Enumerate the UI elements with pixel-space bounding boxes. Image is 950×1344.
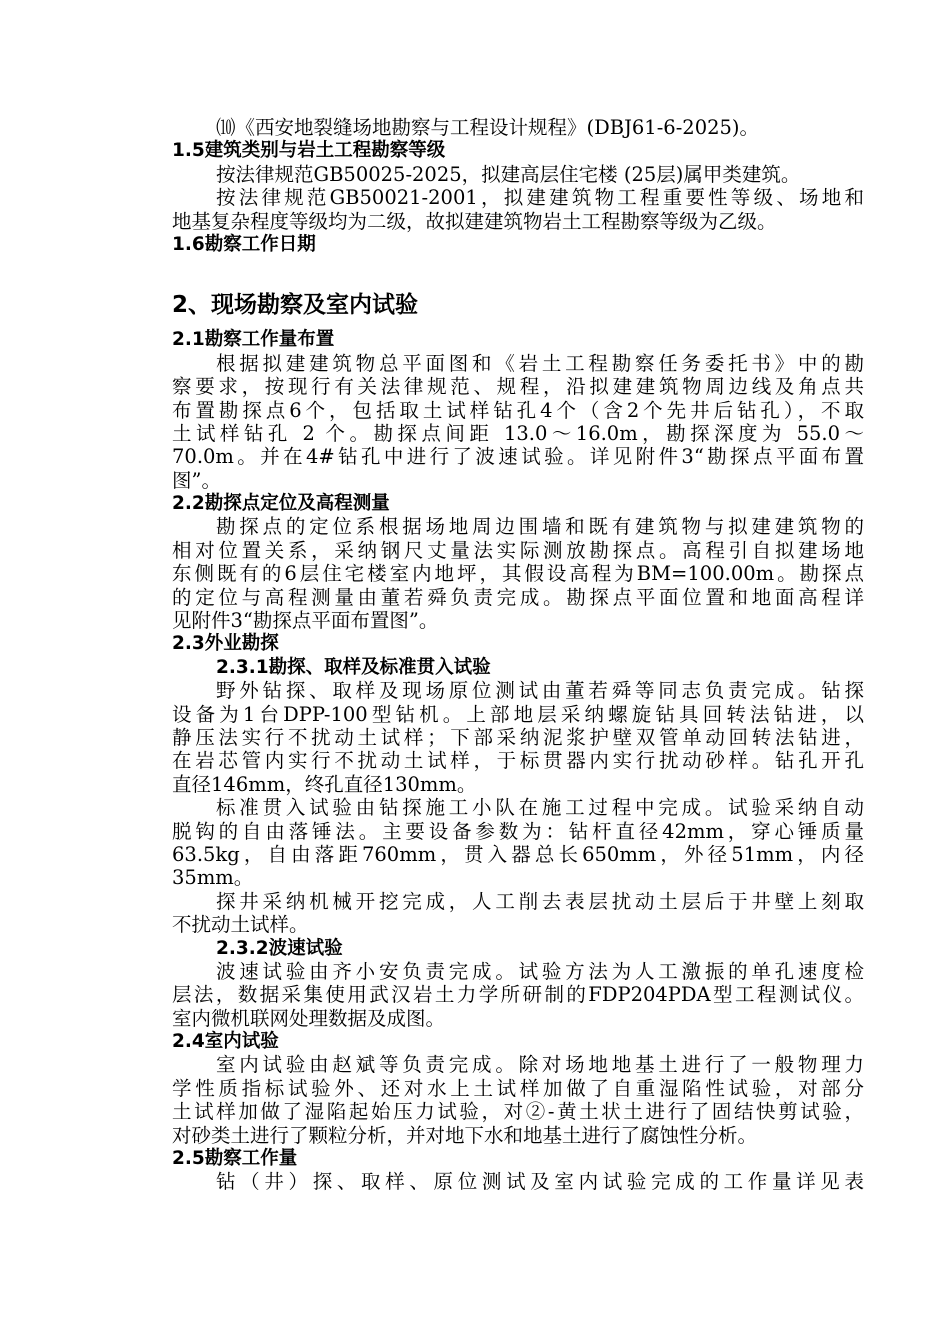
paragraph-line: 对砂类土进行了颗粒分析，并对地下水和地基土进行了腐蚀性分析。 (172, 1123, 758, 1147)
section-heading-2-3: 2.3外业勘探 (172, 633, 279, 655)
chapter-heading-2: 2、现场勘察及室内试验 (172, 292, 419, 319)
paragraph-line: 室内试验由赵斌等负责完成。除对场地地基土进行了一般物理力 (216, 1053, 864, 1077)
paragraph-line: 35mm。 (172, 866, 254, 890)
section-heading-1-5: 1.5建筑类别与岩土工程勘察等级 (172, 140, 446, 162)
paragraph-line: 钻（井）探、取样、原位测试及室内试验完成的工作量详见表 (216, 1170, 864, 1194)
paragraph-line: 学性质指标试验外、还对水上土试样加做了自重湿陷性试验，对部分 (172, 1076, 864, 1100)
paragraph-line: 野外钻探、取样及现场原位测试由董若舜等同志负责完成。钻探 (216, 679, 864, 703)
paragraph-line: 不扰动土试样。 (172, 913, 309, 937)
paragraph-line: 土试样加做了湿陷起始压力试验，对②-黄土状土进行了固结快剪试验， (172, 1100, 864, 1124)
paragraph-line: 按法律规范GB50021-2001，拟建建筑物工程重要性等级、场地和 (216, 186, 864, 210)
section-heading-2-2: 2.2勘探点定位及高程测量 (172, 493, 390, 515)
section-heading-2-4: 2.4室内试验 (172, 1031, 279, 1053)
paragraph-line: 直径146mm，终孔直径130mm。 (172, 772, 477, 796)
document-page (172, 116, 864, 1194)
paragraph-line: 70.0m。并在4#钻孔中进行了波速试验。详见附件3“勘探点平面布置 (172, 445, 864, 469)
paragraph-line: 地基复杂程度等级均为二级，故拟建建筑物岩土工程勘察等级为乙级。 (172, 209, 777, 233)
section-heading-2-5: 2.5勘察工作量 (172, 1148, 298, 1170)
paragraph-line: 63.5kg，自由落距760mm，贯入器总长650mm，外径51mm，内径 (172, 842, 864, 866)
paragraph-line: 土试样钻孔 2 个。勘探点间距 13.0～16.0m，勘探深度为 55.0～ (172, 421, 864, 445)
paragraph-line: 层法，数据采集使用武汉岩土力学所研制的FDP204PDA型工程测试仪。 (172, 983, 864, 1007)
paragraph-line: 见附件3“勘探点平面布置图”。 (172, 609, 439, 633)
paragraph-line: 在岩芯管内实行不扰动土试样，于标贯器内实行扰动砂样。钻孔开孔 (172, 749, 864, 773)
paragraph-line: 标准贯入试验由钻探施工小队在施工过程中完成。试验采纳自动 (216, 796, 864, 820)
paragraph-line: 的定位与高程测量由董若舜负责完成。勘探点平面位置和地面高程详 (172, 585, 864, 609)
section-heading-2-1: 2.1勘察工作量布置 (172, 329, 335, 351)
paragraph-line: 相对位置关系，采纳钢尺丈量法实际测放勘探点。高程引自拟建场地 (172, 538, 864, 562)
paragraph-line: 探井采纳机械开挖完成，人工削去表层扰动土层后于井壁上刻取 (216, 889, 864, 913)
paragraph-line: 室内微机联网处理数据及成图。 (172, 1006, 446, 1030)
reference-item-10: ⑽《西安地裂缝场地勘察与工程设计规程》(DBJ61-6-2025)。 (216, 116, 760, 139)
paragraph-line: 布置勘探点6个，包括取土试样钻孔4个（含2个先井后钻孔），不取 (172, 398, 864, 422)
paragraph-line: 按法律规范GB50025-2025，拟建高层住宅楼 (25层)属甲类建筑。 (216, 162, 801, 186)
paragraph-line: 波速试验由齐小安负责完成。试验方法为人工激振的单孔速度检 (216, 959, 864, 983)
subsection-heading-2-3-2: 2.3.2波速试验 (216, 937, 343, 959)
subsection-heading-2-3-1: 2.3.1勘探、取样及标准贯入试验 (216, 656, 491, 678)
paragraph-line: 设备为1台DPP-100型钻机。上部地层采纳螺旋钻具回转法钻进，以 (172, 702, 864, 726)
section-heading-1-6: 1.6勘察工作日期 (172, 233, 316, 255)
paragraph-line: 图”。 (172, 468, 221, 492)
paragraph-line: 根据拟建建筑物总平面图和《岩土工程勘察任务委托书》中的勘 (216, 351, 864, 375)
paragraph-line: 勘探点的定位系根据场地周边围墙和既有建筑物与拟建建筑物的 (216, 515, 864, 539)
paragraph-line: 静压法实行不扰动土试样；下部采纳泥浆护壁双管单动回转法钻进， (172, 725, 864, 749)
paragraph-line: 察要求，按现行有关法律规范、规程，沿拟建建筑物周边线及角点共 (172, 375, 864, 399)
paragraph-line: 东侧既有的6层住宅楼室内地坪，其假设高程为BM=100.00m。勘探点 (172, 562, 864, 586)
paragraph-line: 脱钩的自由落锤法。主要设备参数为：钻杆直径42mm，穿心锤质量 (172, 819, 864, 843)
